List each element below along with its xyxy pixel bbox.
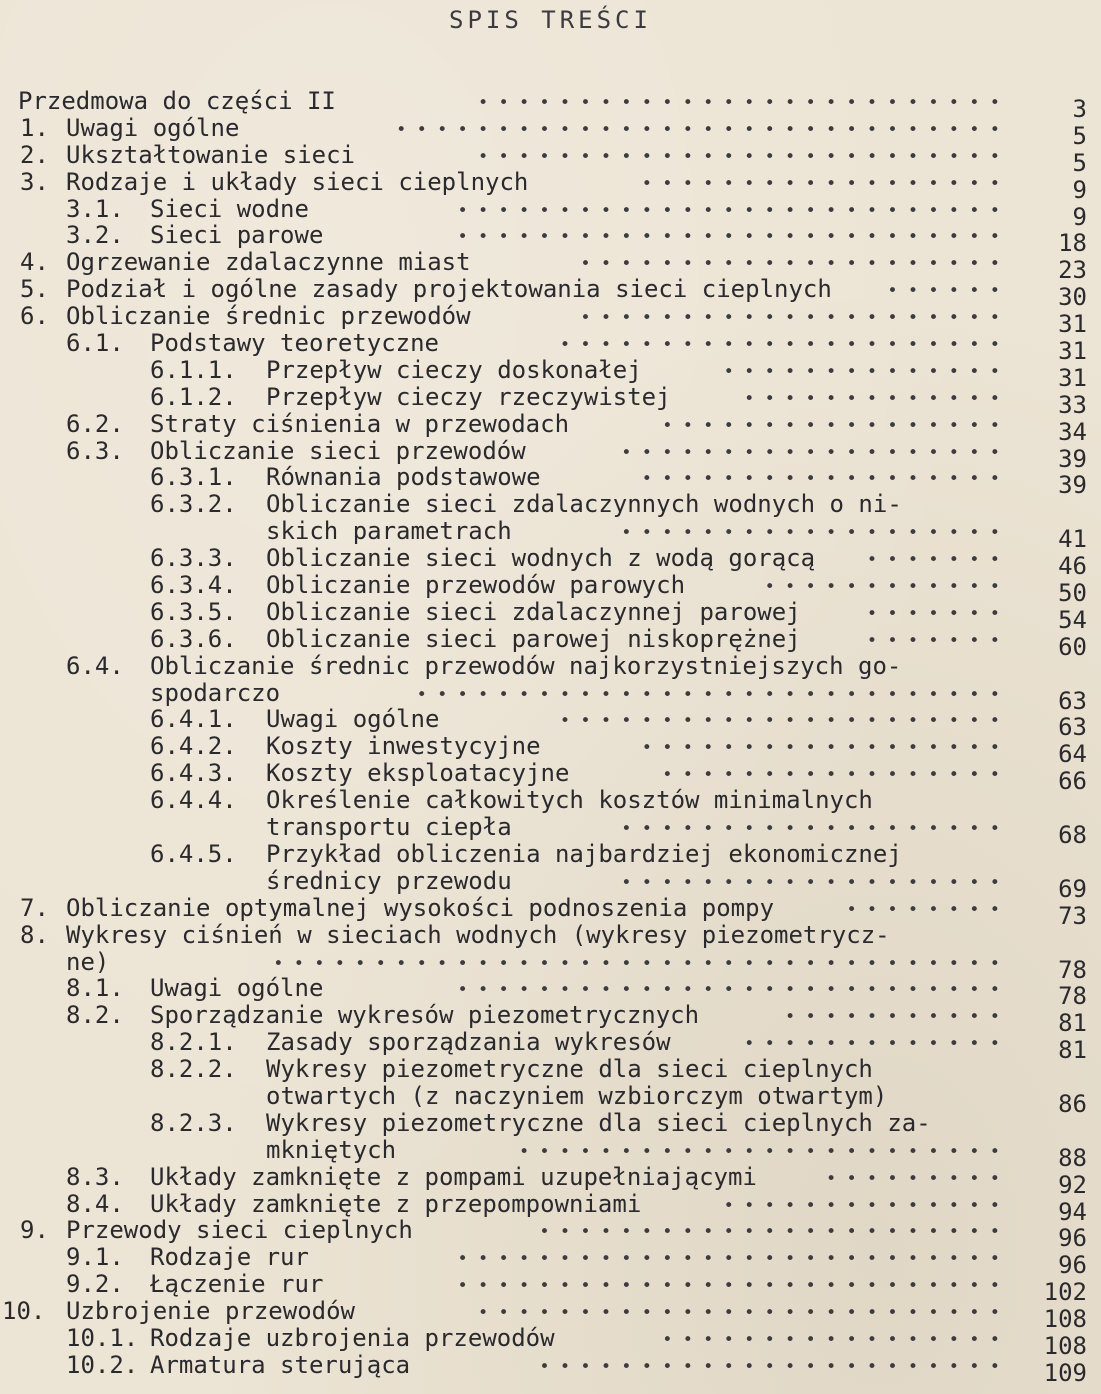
- toc-entry: [0, 329, 1101, 366]
- leader-dots: • • • • • • • • • • • • • • • • • •: [641, 173, 1000, 194]
- toc-entry-title: mkniętych: [266, 1135, 397, 1164]
- toc-entry-page-number: 5: [1072, 148, 1087, 177]
- toc-entry-page-number: 54: [1058, 605, 1087, 634]
- toc-entry-title: Sieci parowe: [150, 221, 324, 250]
- toc-entry-number: 3.1.: [66, 194, 124, 223]
- toc-entry-number: 6.3.2.: [150, 490, 237, 519]
- toc-entry: [0, 1297, 1101, 1334]
- toc-entry-number: 6.4.: [66, 651, 124, 680]
- toc-entry-page-number: 46: [1058, 552, 1087, 581]
- leader-dots: • • • • • • • • • • • • • • • • • •: [641, 738, 1000, 759]
- toc-entry-number: 8.4.: [66, 1189, 124, 1218]
- toc-entry-title: Zasady sporządzania wykresów: [266, 1028, 671, 1057]
- toc-entry-page-number: 92: [1058, 1170, 1087, 1199]
- leader-dots: • • • • • • • •: [846, 899, 1000, 920]
- toc-entry-title: Straty ciśnienia w przewodach: [150, 409, 570, 438]
- toc-entry-number: 7.: [20, 893, 49, 922]
- toc-entry-page-number: 39: [1058, 471, 1087, 500]
- toc-entry-number: 3.: [20, 167, 49, 196]
- leader-dots: • • • • • • •: [866, 630, 1000, 651]
- leader-dots: • • • • • • • • • • • • • • • • • • •: [621, 872, 1000, 893]
- toc-entry: [0, 759, 1101, 796]
- toc-entry-number: 9.1.: [66, 1243, 124, 1272]
- toc-entry-title: Obliczanie sieci przewodów: [150, 436, 526, 465]
- toc-entry-page-number: 63: [1058, 713, 1087, 742]
- toc-entry-number: 10.: [2, 1297, 46, 1326]
- toc-entry-title: Armatura sterująca: [150, 1350, 411, 1379]
- toc-entry: [0, 571, 1101, 608]
- leader-dots: • • • • • • • • •: [825, 1168, 1000, 1189]
- leader-dots: • • • • • • • • • • • • • • • • •: [662, 415, 1000, 436]
- toc-entry: [0, 1110, 1101, 1137]
- toc-entry-title: Uwagi ogólne: [66, 113, 240, 142]
- toc-entry: [0, 355, 1101, 392]
- toc-entry-title: Przewody sieci cieplnych: [66, 1216, 413, 1245]
- toc-entry-page-number: 9: [1072, 175, 1087, 204]
- toc-entry-number: 8.2.3.: [150, 1108, 237, 1137]
- toc-entry-title: Obliczanie sieci zdalaczynnych wodnych o ni-: [266, 490, 902, 519]
- toc-entry-title: Rodzaje uzbrojenia przewodów: [150, 1323, 555, 1352]
- toc-entry-title: Koszty eksploatacyjne: [266, 759, 570, 788]
- toc-entry-title: Obliczanie sieci zdalaczynnej parowej: [266, 597, 801, 626]
- toc-entry-page-number: 73: [1058, 901, 1087, 930]
- toc-entry-page-number: 33: [1058, 390, 1087, 419]
- leader-dots: • • • • • •: [887, 281, 1000, 302]
- toc-entry-page-number: 81: [1058, 1036, 1087, 1065]
- toc-entry-page-number: 108: [1043, 1331, 1087, 1360]
- toc-entry-title: Układy zamknięte z przepompowniami: [150, 1189, 642, 1218]
- toc-entry: [0, 463, 1101, 500]
- toc-entry-title: Układy zamknięte z pompami uzupełniającymi: [150, 1162, 757, 1191]
- toc-entry-title: transportu ciepła: [266, 813, 512, 842]
- toc-entry-number: 6.3.4.: [150, 571, 237, 600]
- toc-entry-number: 6.: [20, 302, 49, 331]
- toc-entry-number: 6.4.3.: [150, 759, 237, 788]
- toc-entry: [0, 1081, 1101, 1118]
- toc-entry-number: 5.: [20, 275, 49, 304]
- leader-dots: • • • • • • •: [866, 550, 1000, 571]
- leader-dots: • • • • • • • • • • • • • • • • • • • • • • • • • •: [478, 93, 1000, 113]
- toc-entry-number: 8.2.: [66, 1001, 124, 1030]
- toc-entry-title: Obliczanie sieci parowej niskoprężnej: [266, 624, 801, 653]
- leader-dots: • • • • • • • • • • • • • • • • • • • • • • • • • •: [478, 146, 1000, 167]
- toc-entry-title: Ogrzewanie zdalaczynne miast: [66, 248, 471, 277]
- toc-entry-page-number: 96: [1058, 1251, 1087, 1280]
- toc-entry: [0, 1216, 1101, 1253]
- toc-entry: [0, 1243, 1101, 1280]
- toc-entry-page-number: 23: [1058, 256, 1087, 285]
- toc-entry-title: Sieci wodne: [150, 194, 309, 223]
- toc-entry-page-number: 66: [1058, 767, 1087, 796]
- toc-entry-page-number: 5: [1072, 121, 1087, 150]
- toc-entry: [0, 1323, 1101, 1360]
- toc-entry: [0, 436, 1101, 473]
- toc-entry: [0, 1270, 1101, 1307]
- toc-entry: [0, 1028, 1101, 1065]
- toc-entry-title: Wykresy piezometryczne dla sieci cieplnych za-: [266, 1108, 931, 1137]
- leader-dots: • • • • • • • • • • • • • • • • • • • • •: [580, 254, 1000, 275]
- toc-entry-page-number: 34: [1058, 417, 1087, 446]
- table-of-contents: [0, 87, 1101, 1387]
- toc-entry-title: Sporządzanie wykresów piezometrycznych: [150, 1001, 700, 1030]
- toc-entry: [0, 221, 1101, 258]
- toc-entry-page-number: 78: [1058, 955, 1087, 984]
- toc-entry-title: Uwagi ogólne: [150, 974, 324, 1003]
- leader-dots: • • • • • • • • • • • • • • • • • •: [641, 469, 1000, 490]
- leader-dots: • • • • • • • • • • • • • •: [723, 361, 1000, 382]
- toc-entry-page-number: 94: [1058, 1197, 1087, 1226]
- toc-entry: [0, 194, 1101, 231]
- leader-dots: • • • • • • • • • • •: [785, 1007, 1000, 1028]
- toc-entry: [0, 947, 1101, 984]
- toc-entry-title: ne): [66, 947, 110, 976]
- leader-dots: • • • • • • • • • • • • • • • • • • • • • •: [559, 335, 1000, 356]
- toc-entry-title: Podstawy teoretyczne: [150, 329, 439, 358]
- toc-entry-page-number: 39: [1058, 444, 1087, 473]
- toc-entry-number: 3.2.: [66, 221, 124, 250]
- toc-entry-number: 6.3.5.: [150, 597, 237, 626]
- leader-dots: • • • • • • •: [866, 603, 1000, 624]
- toc-entry: [0, 1001, 1101, 1038]
- toc-entry-number: 6.4.1.: [150, 705, 237, 734]
- toc-entry: [0, 87, 1101, 123]
- toc-entry: [0, 140, 1101, 177]
- toc-entry-title: Koszty inwestycyjne: [266, 732, 541, 761]
- toc-entry: [0, 624, 1101, 661]
- leader-dots: • • • • • • • • • • • • • • • • • • •: [621, 523, 1000, 544]
- toc-entry-number: 6.4.5.: [150, 839, 237, 868]
- leader-dots: • • • • • • • • • • • • • • • • • • • • • • • • • • • • • •: [396, 119, 1000, 140]
- toc-entry-title: otwartych (z naczyniem wzbiorczym otwartym): [266, 1081, 888, 1110]
- toc-entry: [0, 893, 1101, 930]
- leader-dots: • • • • • • • • • • • • • •: [723, 1195, 1000, 1216]
- toc-entry-page-number: 31: [1058, 363, 1087, 392]
- toc-entry: [0, 787, 1101, 814]
- toc-entry-page-number: 81: [1058, 1009, 1087, 1038]
- toc-entry: [0, 1189, 1101, 1226]
- toc-entry-number: 4.: [20, 248, 49, 277]
- toc-entry-number: 1.: [20, 113, 49, 142]
- toc-entry: [0, 167, 1101, 204]
- toc-entry-page-number: 30: [1058, 283, 1087, 312]
- toc-entry-number: 8.: [20, 920, 49, 949]
- toc-entry-page-number: 31: [1058, 337, 1087, 366]
- toc-entry-title: Równania podstawowe: [266, 463, 541, 492]
- toc-entry: [0, 113, 1101, 150]
- toc-entry-number: 6.1.2.: [150, 382, 237, 411]
- toc-entry-page-number: 9: [1072, 202, 1087, 231]
- leader-dots: • • • • • • • • • • • • • • • • • • • • • • • • • • • • • • • • • • • •: [273, 953, 1000, 974]
- toc-entry-title: spodarczo: [150, 678, 281, 707]
- toc-entry-title: Wykresy ciśnień w sieciach wodnych (wykresy piezometrycz-: [66, 920, 890, 949]
- toc-entry-number: 6.4.2.: [150, 732, 237, 761]
- toc-entry-page-number: 96: [1058, 1224, 1087, 1253]
- toc-entry-title: skich parametrach: [266, 517, 512, 546]
- toc-entry: [0, 491, 1101, 518]
- toc-entry: [0, 732, 1101, 769]
- toc-entry: [0, 841, 1101, 868]
- toc-entry-page-number: 64: [1058, 740, 1087, 769]
- page-title: SPIS TREŚCI: [449, 6, 652, 34]
- leader-dots: • • • • • • • • • • • • • • • • • • • • • • • • • • •: [457, 1249, 1000, 1270]
- toc-entry: [0, 1056, 1101, 1083]
- toc-entry: [0, 653, 1101, 680]
- toc-entry-number: 6.1.1.: [150, 355, 237, 384]
- toc-entry-title: Obliczanie średnic przewodów najkorzystniejszych go-: [150, 651, 902, 680]
- toc-entry-number: 6.3.1.: [150, 463, 237, 492]
- toc-entry: [0, 302, 1101, 339]
- toc-entry: [0, 974, 1101, 1011]
- toc-entry: [0, 275, 1101, 312]
- toc-entry: [0, 248, 1101, 285]
- toc-entry-number: 8.2.2.: [150, 1055, 237, 1084]
- toc-entry: [0, 813, 1101, 850]
- toc-entry-title: Obliczanie sieci wodnych z wodą gorącą: [266, 544, 816, 573]
- leader-dots: • • • • • • • • • • • • • • • • • • • • • • •: [539, 1222, 1000, 1243]
- toc-entry-number: 2.: [20, 140, 49, 169]
- toc-entry-number: 6.2.: [66, 409, 124, 438]
- toc-entry-number: 6.3.: [66, 436, 124, 465]
- toc-entry-page-number: 18: [1058, 229, 1087, 258]
- toc-entry-number: 6.3.6.: [150, 624, 237, 653]
- toc-entry-page-number: 3: [1072, 95, 1087, 123]
- toc-entry: [0, 1162, 1101, 1199]
- toc-entry-number: 10.2.: [66, 1350, 139, 1379]
- toc-entry-page-number: 86: [1058, 1089, 1087, 1118]
- leader-dots: • • • • • • • • • • • • • • • • • • •: [621, 442, 1000, 463]
- leader-dots: • • • • • • • • • • • •: [764, 577, 1000, 598]
- toc-entry-title: Przepływ cieczy rzeczywistej: [266, 382, 671, 411]
- toc-entry-number: 8.1.: [66, 974, 124, 1003]
- toc-entry-page-number: 102: [1043, 1278, 1087, 1307]
- toc-entry-number: 9.2.: [66, 1270, 124, 1299]
- toc-entry-page-number: 68: [1058, 821, 1087, 850]
- toc-entry-title: Rodzaje i układy sieci cieplnych: [66, 167, 529, 196]
- leader-dots: • • • • • • • • • • • • • • • • • • •: [621, 819, 1000, 840]
- toc-entry: [0, 517, 1101, 554]
- leader-dots: • • • • • • • • • • • • • • • • • • • • • • • • • •: [478, 1303, 1000, 1324]
- leader-dots: • • • • • • • • • • • • • • • • • • • • • • • • • • •: [457, 980, 1000, 1001]
- leader-dots: • • • • • • • • • • • • • • • • • • • • • • •: [539, 1356, 1000, 1377]
- toc-entry-title: Obliczanie średnic przewodów: [66, 302, 471, 331]
- toc-entry: [0, 597, 1101, 634]
- leader-dots: • • • • • • • • • • • • • • • • • • • • • • • • • • •: [457, 200, 1000, 221]
- toc-entry: [0, 544, 1101, 581]
- toc-entry-number: 8.3.: [66, 1162, 124, 1191]
- toc-entry: [0, 922, 1101, 949]
- leader-dots: • • • • • • • • • • • • • • • • •: [662, 765, 1000, 786]
- toc-entry: [0, 705, 1101, 742]
- toc-entry-number: 8.2.1.: [150, 1028, 237, 1057]
- toc-entry-number: 6.4.4.: [150, 786, 237, 815]
- leader-dots: • • • • • • • • • • • • • • • • • • • • • • • •: [518, 1141, 1000, 1162]
- toc-entry-title: Uzbrojenie przewodów: [66, 1297, 355, 1326]
- toc-entry-page-number: 60: [1058, 632, 1087, 661]
- toc-entry-title: Przepływ cieczy doskonałej: [266, 355, 642, 384]
- toc-entry-number: 10.1.: [66, 1323, 139, 1352]
- leader-dots: • • • • • • • • • • • • • • • • • • • • • • • • • • •: [457, 1276, 1000, 1297]
- toc-entry-page-number: 41: [1058, 525, 1087, 554]
- leader-dots: • • • • • • • • • • • • •: [744, 1034, 1000, 1055]
- leader-dots: • • • • • • • • • • • • • • • • • • • • •: [580, 308, 1000, 329]
- toc-entry-title: Podział i ogólne zasady projektowania sieci cieplnych: [66, 275, 832, 304]
- toc-entry: [0, 409, 1101, 446]
- toc-entry-page-number: 78: [1058, 982, 1087, 1011]
- leader-dots: • • • • • • • • • • • • •: [744, 388, 1000, 409]
- toc-entry-page-number: 69: [1058, 874, 1087, 903]
- toc-entry: [0, 1135, 1101, 1172]
- toc-entry-page-number: 31: [1058, 310, 1087, 339]
- toc-entry: [0, 1350, 1101, 1387]
- toc-entry-title: Określenie całkowitych kosztów minimalnych: [266, 786, 873, 815]
- toc-entry-title: Ukształtowanie sieci: [66, 140, 355, 169]
- toc-entry-number: 9.: [20, 1216, 49, 1245]
- toc-entry: [0, 866, 1101, 903]
- toc-entry-number: 6.3.3.: [150, 544, 237, 573]
- toc-entry-title: Przykład obliczenia najbardziej ekonomicznej: [266, 839, 902, 868]
- toc-entry-page-number: 50: [1058, 579, 1087, 608]
- leader-dots: • • • • • • • • • • • • • • • • • • • • • • • • • • •: [457, 227, 1000, 248]
- leader-dots: • • • • • • • • • • • • • • • • • • • • • •: [559, 711, 1000, 732]
- leader-dots: • • • • • • • • • • • • • • • • •: [662, 1329, 1000, 1350]
- toc-entry-page-number: 88: [1058, 1143, 1087, 1172]
- toc-entry: [0, 382, 1101, 419]
- toc-entry-title: Wykresy piezometryczne dla sieci cieplnych: [266, 1055, 873, 1084]
- toc-entry-title: Obliczanie optymalnej wysokości podnoszenia pompy: [66, 893, 775, 922]
- toc-entry-title: Rodzaje rur: [150, 1243, 309, 1272]
- toc-entry-title: Przedmowa do części II: [18, 87, 336, 115]
- toc-entry-page-number: 108: [1043, 1305, 1087, 1334]
- toc-entry-page-number: 109: [1043, 1358, 1087, 1387]
- toc-entry-title: średnicy przewodu: [266, 866, 512, 895]
- leader-dots: • • • • • • • • • • • • • • • • • • • • • • • • • • • • •: [416, 684, 1000, 705]
- toc-entry-title: Obliczanie przewodów parowych: [266, 571, 686, 600]
- toc-entry: [0, 678, 1101, 715]
- toc-entry-title: Uwagi ogólne: [266, 705, 440, 734]
- toc-entry-number: 6.1.: [66, 329, 124, 358]
- toc-entry-page-number: 63: [1058, 686, 1087, 715]
- toc-entry-title: Łączenie rur: [150, 1270, 324, 1299]
